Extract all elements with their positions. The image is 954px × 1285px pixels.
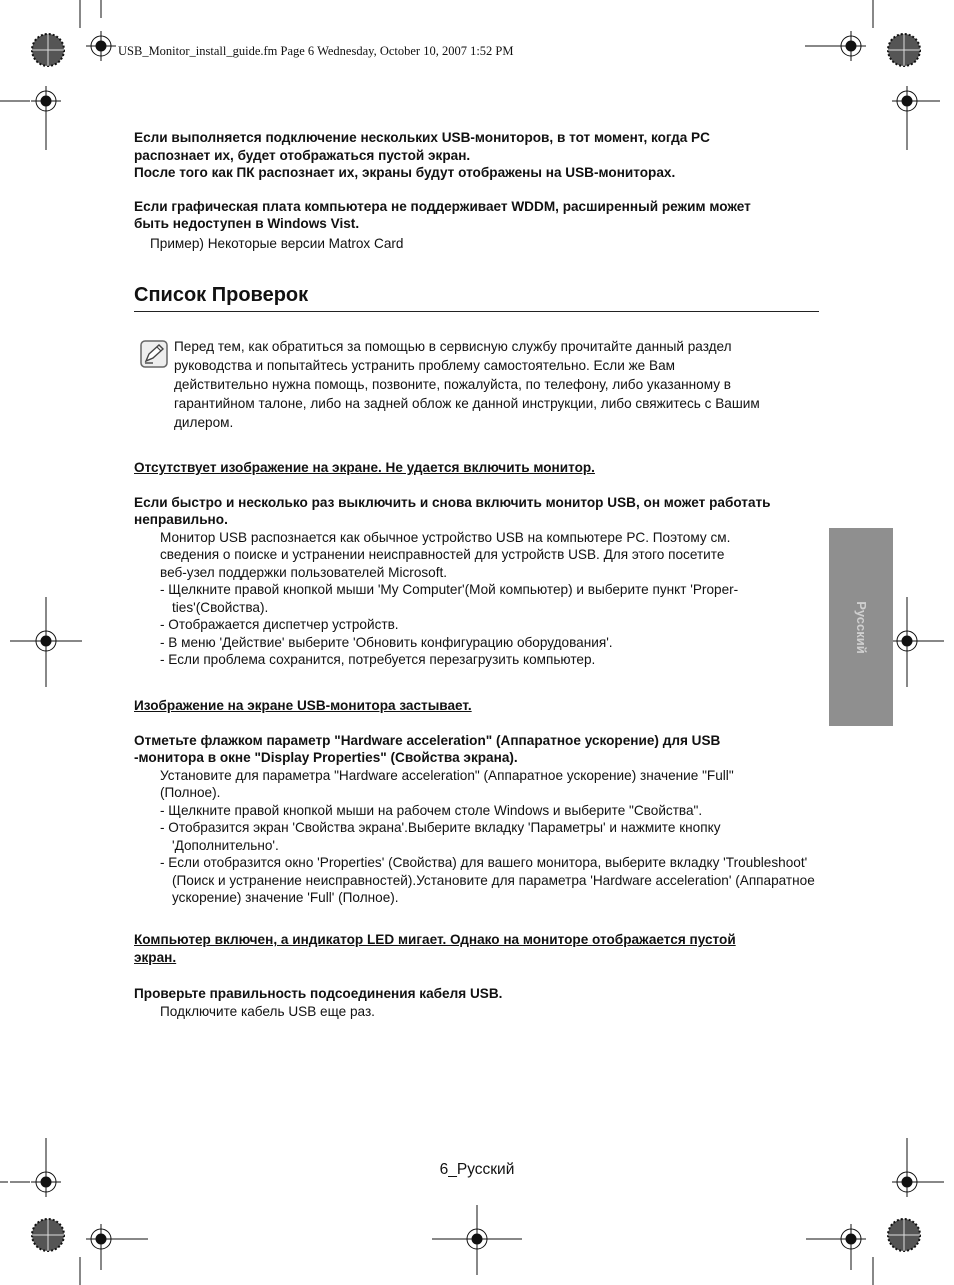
issue-cause: -монитора в окне "Display Properties" (Свойства экрана). <box>134 750 518 765</box>
issue-2 <box>134 697 824 907</box>
issue-body-line: Монитор USB распознается как обычное устройство USB на компьютере PC. Поэтому см. <box>160 529 731 545</box>
issue-cause: неправильно. <box>134 512 228 527</box>
language-side-tab-label: Русский <box>853 600 869 654</box>
note-line: гарантийном талоне, либо на задней облож ке данной инструкции, либо свяжитесь с Вашим <box>174 396 760 411</box>
issue-step: - Щелкните правой кнопкой мыши на рабочем столе Windows и выберите "Свойства". <box>160 802 703 818</box>
issue-heading: Компьютер включен, а индикатор LED мигает. Однако на мониторе отображается пустой <box>134 932 736 947</box>
issue-step: - Если проблема сохранится, потребуется перезагрузить компьютер. <box>160 652 596 667</box>
issue-body-line: веб-узел поддержки пользователей Microsoft. <box>160 564 448 580</box>
issue-body-line: (Полное). <box>160 785 221 800</box>
page-footer: 6_Русский <box>439 1161 515 1178</box>
intro-line: быть недоступен в Windows Vist. <box>134 216 360 231</box>
intro-example: Пример) Некоторые версии Matrox Card <box>150 235 404 251</box>
intro-block <box>134 129 824 252</box>
intro-line: Если выполняется подключение нескольких USB-мониторов, в тот момент, когда PC <box>134 130 710 145</box>
intro-line: После того как ПК распознает их, экраны будут отображены на USB-мониторах. <box>134 165 676 180</box>
issue-step: - Отображается диспетчер устройств. <box>160 617 399 632</box>
note-line: Перед тем, как обратиться за помощью в сервисную службу прочитайте данный раздел <box>174 339 732 354</box>
issue-step: - Щелкните правой кнопкой мыши 'My Computer'(Мой компьютер) и выберите пункт 'Proper-ties'(Свойства). <box>160 582 739 615</box>
issue-step: - Отобразится экран 'Свойства экрана'.Выберите вкладку 'Параметры' и нажмите кнопку 'Дополнительно'. <box>160 820 721 853</box>
intro-line: Если графическая плата компьютера не поддерживает WDDM, расширенный режим может <box>134 198 751 214</box>
print-header: USB_Monitor_install_guide.fm Page 6 Wednesday, October 10, 2007 1:52 PM <box>118 44 514 58</box>
note-text <box>174 337 824 432</box>
intro-line: распознает их, будет отображаться пустой экран. <box>134 147 471 163</box>
issue-step: - Если отобразится окно 'Properties' (Свойства) для вашего монитора, выберите вкладку 'Troubleshoot' (Поиск и устранение неисправностей).Установите для параметра 'Hardware acceleration' (Аппаратное ускорение) значение 'Full' (Полное). <box>160 855 815 905</box>
note-line: руководства и попытайтесь устранить проблему самостоятельно. Если же Вам <box>174 358 675 373</box>
issue-body-line: Установите для параметра "Hardware acceleration" (Аппаратное ускорение) значение "Full" <box>160 767 734 783</box>
issue-cause: Отметьте флажком параметр "Hardware acceleration" (Аппаратное ускорение) для USB <box>134 732 721 748</box>
issue-heading: экран. <box>134 949 177 965</box>
issue-step: - В меню 'Действие' выберите 'Обновить конфигурацию оборудования'. <box>160 634 613 650</box>
issue-3 <box>134 931 824 1020</box>
note-line: действительно нужна помощь, позвоните, пожалуйста, по телефону, либо указанному в <box>174 377 732 392</box>
issue-cause: Если быстро и несколько раз выключить и снова включить монитор USB, он может работать <box>134 494 771 510</box>
note-line: дилером. <box>174 415 234 430</box>
starburst-disc-icon <box>32 34 64 66</box>
issue-1 <box>134 459 824 669</box>
issue-heading: Изображение на экране USB-монитора застывает. <box>134 698 472 713</box>
issue-body-line: сведения о поиске и устранении неисправностей для устройств USB. Для этого посетите <box>160 547 725 562</box>
issue-cause: Проверьте правильность подсоединения кабеля USB. <box>134 986 503 1001</box>
note-pencil-icon <box>140 340 168 368</box>
issue-body-line: Подключите кабель USB еще раз. <box>160 1003 375 1019</box>
section-title: Список Проверок <box>134 284 819 312</box>
issue-heading: Отсутствует изображение на экране. Не удается включить монитор. <box>134 460 595 475</box>
crosshair-icon <box>86 0 116 61</box>
language-side-tab <box>829 528 893 726</box>
